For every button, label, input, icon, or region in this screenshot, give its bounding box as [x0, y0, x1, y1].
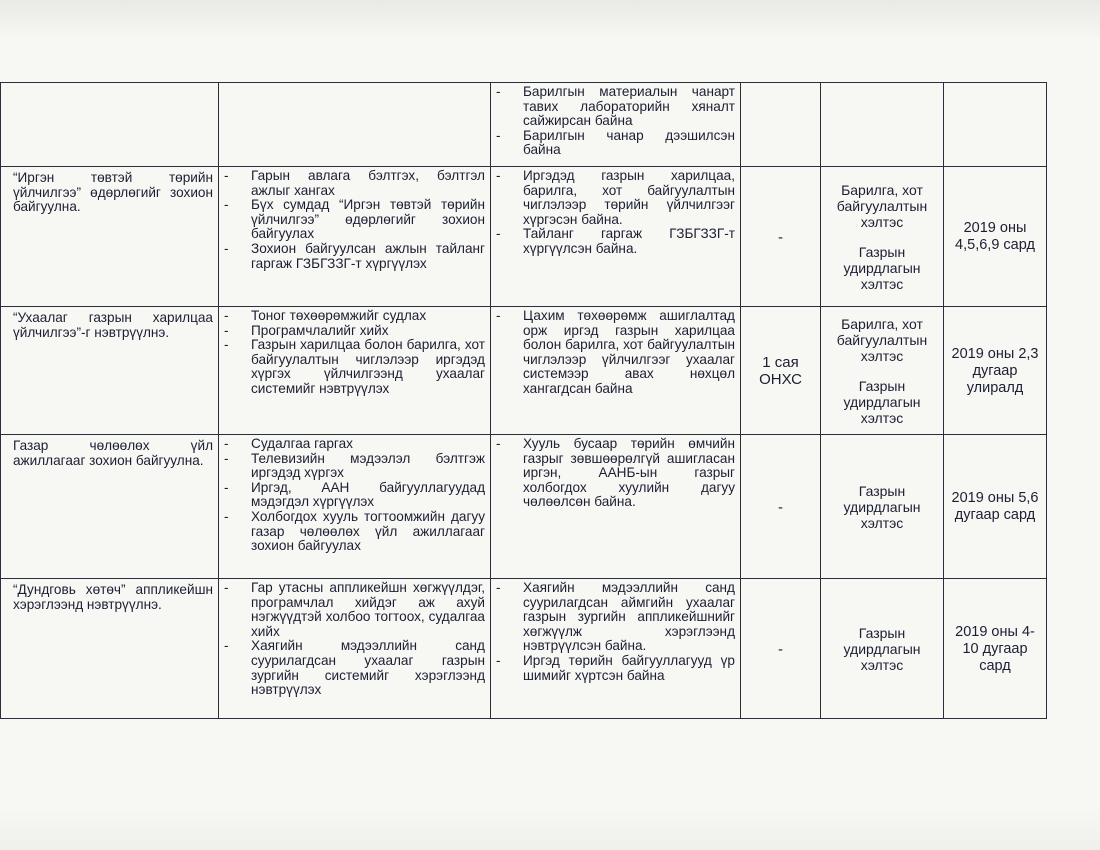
- goal-cell: “Ухаалаг газрын харилцаа үйлчилгээ”-г нэвтрүүлнэ.: [1, 307, 219, 435]
- activities-cell: [219, 167, 491, 307]
- activity-item: - Гарын авлага бэлтгэх, бэлтгэл ажлыг хангах: [224, 169, 485, 198]
- responsible-unit: Барилга, хот байгуулалтын хэлтэс: [836, 316, 928, 364]
- budget-cell: 1 сая ОНХС: [741, 307, 821, 435]
- goal-cell: “Дундговь хөтөч” аппликейшн хэрэглээнд нэвтрүүлнэ.: [1, 579, 219, 719]
- results-cell: [491, 307, 741, 435]
- result-item: - Иргэдэд газрын харилцаа, барилга, хот байгуулалтын чиглэлээр төрийн үйлчилгээг хүргэсэн байна.: [496, 169, 735, 227]
- activity-item: - Гар утасны аппликейшн хөгжүүлдэг, програмчлал хийдэг аж ахуй нэгжүүдтэй холбоо тогтоох, судалгаа хийх: [224, 581, 485, 639]
- activity-item: - Програмчлалийг хийх: [224, 324, 485, 339]
- activity-item: - Судалгаа гаргах: [224, 437, 485, 452]
- timeline-cell: [944, 83, 1047, 167]
- result-item: - Хууль бусаар төрийн өмчийн газрыг зөвшөөрөлгүй ашигласан иргэн, ААНБ-ын газрыг холбогдох хуулийн дагуу чөлөөлсөн байна.: [496, 437, 735, 510]
- activities-cell: [219, 307, 491, 435]
- activity-item: - Газрын харилцаа болон барилга, хот байгуулалтын чиглэлээр иргэдэд хүргэх үйлчилгээнд ухаалаг системийг нэвтрүүлэх: [224, 338, 485, 396]
- activities-cell: [219, 83, 491, 167]
- result-item: - Барилгын материалын чанарт тавих лабораторийн хяналт сайжирсан байна: [496, 85, 735, 129]
- responsible-cell: [821, 435, 944, 579]
- responsible-unit: Газрын удирдлагын хэлтэс: [843, 625, 921, 673]
- activity-item: - Иргэд, ААН байгууллагуудад мэдэгдэл хүргүүлэх: [224, 481, 485, 510]
- activity-item: - Зохион байгуулсан ажлын тайланг гаргаж ГЗБГЗЗГ-т хүргүүлэх: [224, 242, 485, 271]
- responsible-cell: [821, 167, 944, 307]
- result-item: - Цахим төхөөрөмж ашиглалтад орж иргэд газрын харилцаа болон барилга, хот байгуулалтын чиглэлээр үйлчилгээг ухаалаг системээр авах нөхцөл хангагдсан байна: [496, 309, 735, 397]
- responsible-unit: Газрын удирдлагын хэлтэс: [843, 244, 921, 292]
- goal-cell: [1, 83, 219, 167]
- goal-cell: Газар чөлөөлөх үйл ажиллагааг зохион байгуулна.: [1, 435, 219, 579]
- budget-cell: [741, 83, 821, 167]
- responsible-cell: [821, 307, 944, 435]
- timeline-cell: 2019 оны 4,5,6,9 сард: [944, 167, 1047, 307]
- responsible-cell: [821, 83, 944, 167]
- timeline-cell: 2019 оны 5,6 дугаар сард: [944, 435, 1047, 579]
- activity-item: - Тоног төхөөрөмжийг судлах: [224, 309, 485, 324]
- activity-item: - Телевизийн мэдээлэл бэлтгэж иргэдэд хүргэх: [224, 452, 485, 481]
- activities-cell: [219, 435, 491, 579]
- budget-cell: -: [741, 579, 821, 719]
- result-item: - Хаягийн мэдээллийн санд суурилагдсан аймгийн ухаалаг газрын зургийн аппликейшнийг хөгжүүлж хэрэглээнд нэвтрүүлсэн байна.: [496, 581, 735, 654]
- activity-item: - Холбогдох хууль тогтоомжийн дагуу газар чөлөөлөх үйл ажиллагааг зохион байгуулах: [224, 510, 485, 554]
- action-plan-table: [0, 82, 1047, 719]
- result-item: - Иргэд төрийн байгууллагууд үр шимийг хүртсэн байна: [496, 654, 735, 683]
- responsible-unit: Газрын удирдлагын хэлтэс: [843, 378, 921, 426]
- activity-item: - Хаягийн мэдээллийн санд суурилагдсан ухаалаг газрын зургийн системийг хэрэглээнд нэвтрүүлэх: [224, 639, 485, 697]
- timeline-cell: 2019 оны 4-10 дугаар сард: [944, 579, 1047, 719]
- results-cell: [491, 435, 741, 579]
- scan-shadow-top: [0, 0, 1100, 40]
- responsible-unit: Барилга, хот байгуулалтын хэлтэс: [836, 182, 928, 230]
- timeline-cell: 2019 оны 2,3 дугаар улиралд: [944, 307, 1047, 435]
- table-row: [1, 307, 1047, 435]
- results-cell: [491, 83, 741, 167]
- goal-cell: “Иргэн төвтэй төрийн үйлчилгээ” өдөрлөгийг зохион байгуулна.: [1, 167, 219, 307]
- budget-cell: -: [741, 435, 821, 579]
- table-row: [1, 579, 1047, 719]
- table-row: [1, 435, 1047, 579]
- responsible-unit: Газрын удирдлагын хэлтэс: [843, 483, 921, 531]
- results-cell: [491, 579, 741, 719]
- table-row: [1, 83, 1047, 167]
- table-row: [1, 167, 1047, 307]
- result-item: - Тайланг гаргаж ГЗБГЗЗГ-т хүргүүлсэн байна.: [496, 227, 735, 256]
- activities-cell: [219, 579, 491, 719]
- results-cell: [491, 167, 741, 307]
- scan-shadow-bottom: [0, 810, 1100, 850]
- result-item: - Барилгын чанар дээшилсэн байна: [496, 129, 735, 158]
- budget-cell: -: [741, 167, 821, 307]
- responsible-cell: [821, 579, 944, 719]
- activity-item: - Бүх сумдад “Иргэн төвтэй төрийн үйлчилгээ” өдөрлөгийг зохион байгуулах: [224, 198, 485, 242]
